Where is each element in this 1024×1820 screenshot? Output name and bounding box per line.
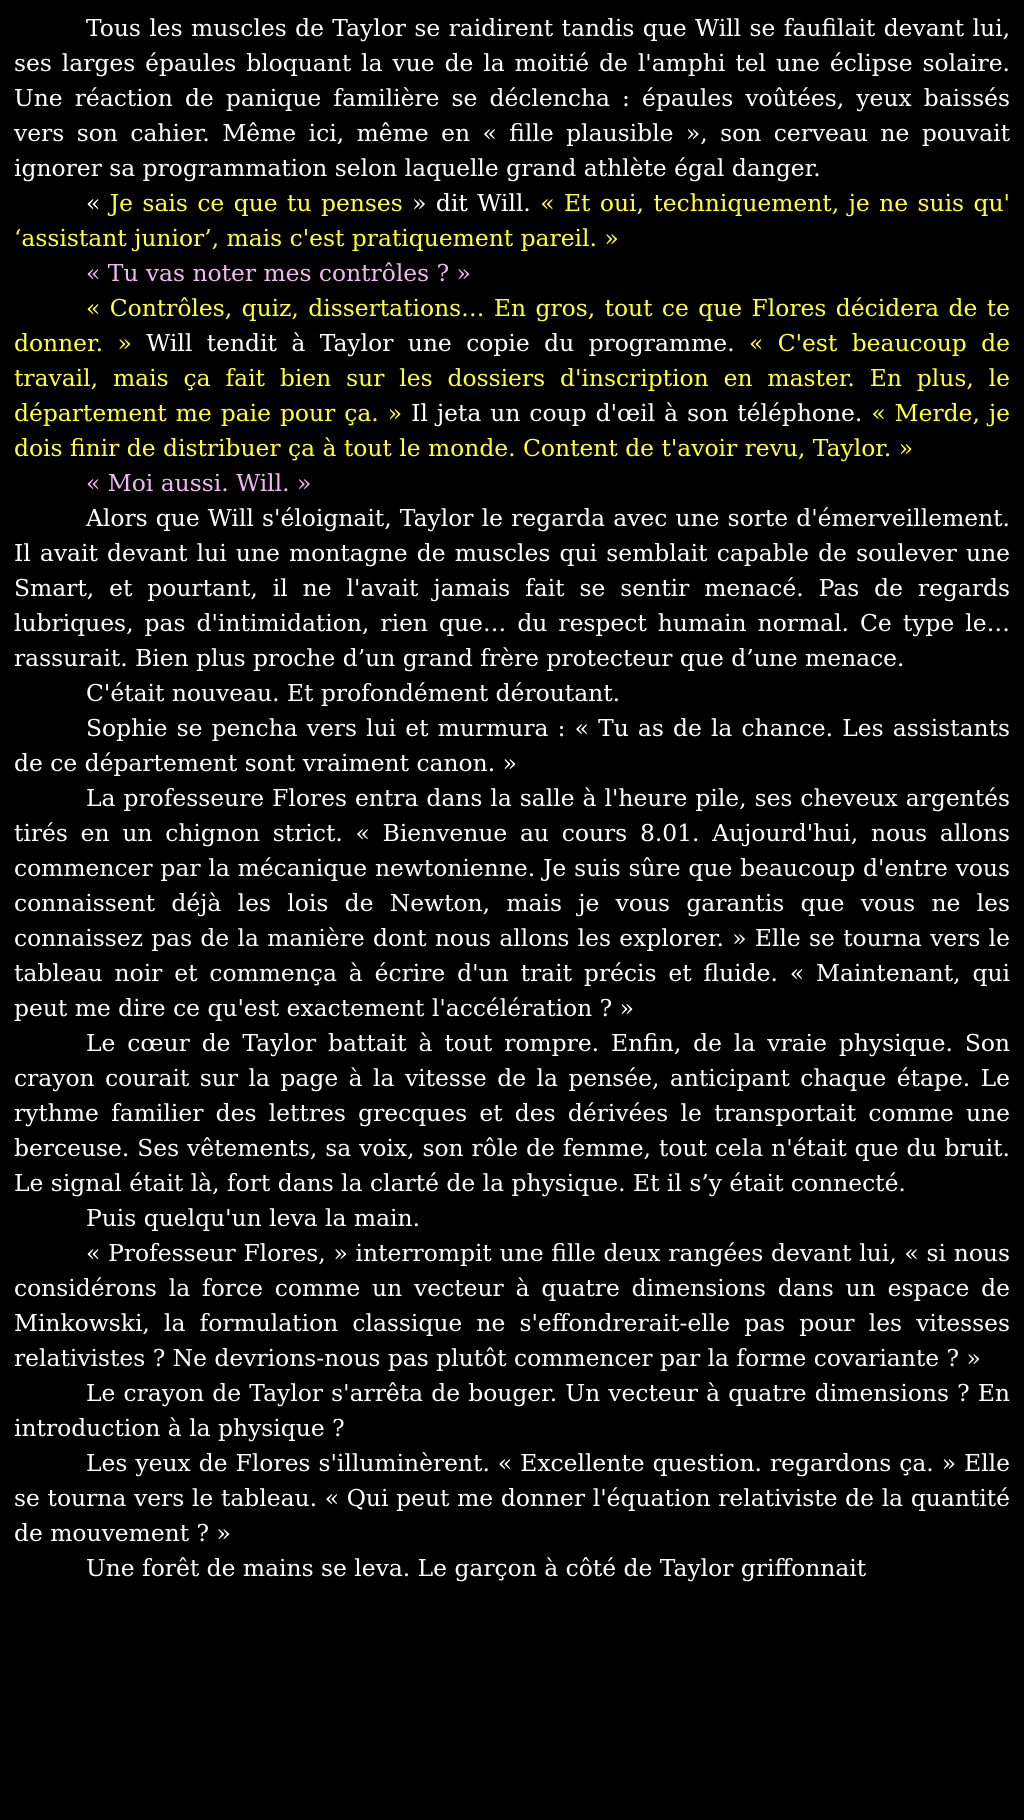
narration-text: « Professeur Flores, » interrompit une fille deux rangées devant lui, « si nous considérons la force comme un vecteur à quatre dimensions dans un espace de Minkowski, la formulation classique ne s'effondrerait-elle pas pour les vitesses relativistes ? Ne devrions-nous pas plutôt commencer par la forme covariante ? » [14,1239,1010,1372]
narration-text: La professeure Flores entra dans la salle à l'heure pile, ses cheveux argentés tirés en un chignon strict. « Bienvenue au cours 8.01. Aujourd'hui, nous allons commencer par la mécanique newtonienne. Je suis sûre que beaucoup d'entre vous connaissent déjà les lois de Newton, mais je vous garantis que vous ne les connaissez pas de la manière dont nous allons les explorer. » Elle se tourna vers le tableau noir et commença à écrire d'un trait précis et fluide. « Maintenant, qui peut me dire ce qu'est exactement l'accélération ? » [14,784,1010,1022]
narration-text: Une forêt de mains se leva. Le garçon à côté de Taylor griffonnait [86,1554,867,1582]
paragraph [14,466,1010,501]
paragraph [14,11,1010,186]
will-dialogue: Je sais ce que tu penses [109,189,403,217]
will-dialogue: « Merde, je dois finir de distribuer ça à tout le monde. Content de t'avoir revu, Taylor. » [14,399,1010,462]
will-dialogue: « Contrôles, quiz, dissertations… En gros, tout ce que Flores décidera de te donner. » [14,294,1010,357]
will-dialogue: « Et oui, techniquement, je ne suis qu' ‘assistant junior’, mais c'est pratiquement pareil. » [14,189,1010,252]
narration-text: Will tendit à Taylor une copie du programme. [131,329,749,357]
paragraph [14,1236,1010,1376]
narration-text: Alors que Will s'éloignait, Taylor le regarda avec une sorte d'émerveillement. Il avait devant lui une montagne de muscles qui semblait capable de soulever une Smart, et pourtant, il ne l'avait jamais fait se sentir menacé. Pas de regards lubriques, pas d'intimidation, rien que… du respect humain normal. Ce type le… rassurait. Bien plus proche d’un grand frère protecteur que d’une menace. [14,504,1010,672]
paragraph [14,291,1010,466]
paragraph [14,1551,1010,1586]
narration-text: Le crayon de Taylor s'arrêta de bouger. Un vecteur à quatre dimensions ? En introduction à la physique ? [14,1379,1010,1442]
paragraph [14,1026,1010,1201]
paragraph [14,711,1010,781]
narration-text: Les yeux de Flores s'illuminèrent. « Excellente question. regardons ça. » Elle se tourna vers le tableau. « Qui peut me donner l'équation relativiste de la quantité de mouvement ? » [14,1449,1010,1547]
will-dialogue: « C'est beaucoup de travail, mais ça fait bien sur les dossiers d'inscription en master. En plus, le département me paie pour ça. » [14,329,1010,427]
narration-text: « [86,189,110,217]
narration-text: Le cœur de Taylor battait à tout rompre. Enfin, de la vraie physique. Son crayon courait sur la page à la vitesse de la pensée, anticipant chaque étape. Le rythme familier des lettres grecques et des dérivées le transportait comme une berceuse. Ses vêtements, sa voix, son rôle de femme, tout cela n'était que du bruit. Le signal était là, fort dans la clarté de la physique. Et il s’y était connecté. [14,1029,1010,1197]
narration-text: » dit Will. [402,189,541,217]
narration-text: Puis quelqu'un leva la main. [86,1204,421,1232]
paragraph [14,1201,1010,1236]
paragraph [14,1446,1010,1551]
narration-text: Tous les muscles de Taylor se raidirent tandis que Will se faufilait devant lui, ses larges épaules bloquant la vue de la moitié de l'amphi tel une éclipse solaire. Une réaction de panique familière se déclencha : épaules voûtées, yeux baissés vers son cahier. Même ici, même en « fille plausible », son cerveau ne pouvait ignorer sa programmation selon laquelle grand athlète égal danger. [14,14,1010,182]
narration-text: C'était nouveau. Et profondément déroutant. [86,679,621,707]
paragraph [14,676,1010,711]
paragraph [14,781,1010,1026]
paragraph [14,1376,1010,1446]
narration-text: Sophie se pencha vers lui et murmura : « Tu as de la chance. Les assistants de ce département sont vraiment canon. » [14,714,1010,777]
narration-text: Il jeta un coup d'œil à son téléphone. [402,399,872,427]
taylor-dialogue: « Tu vas noter mes contrôles ? » [86,259,471,287]
paragraph [14,256,1010,291]
paragraph [14,186,1010,256]
paragraph [14,501,1010,676]
story-text [14,11,1010,1586]
taylor-dialogue: « Moi aussi. Will. » [86,469,312,497]
